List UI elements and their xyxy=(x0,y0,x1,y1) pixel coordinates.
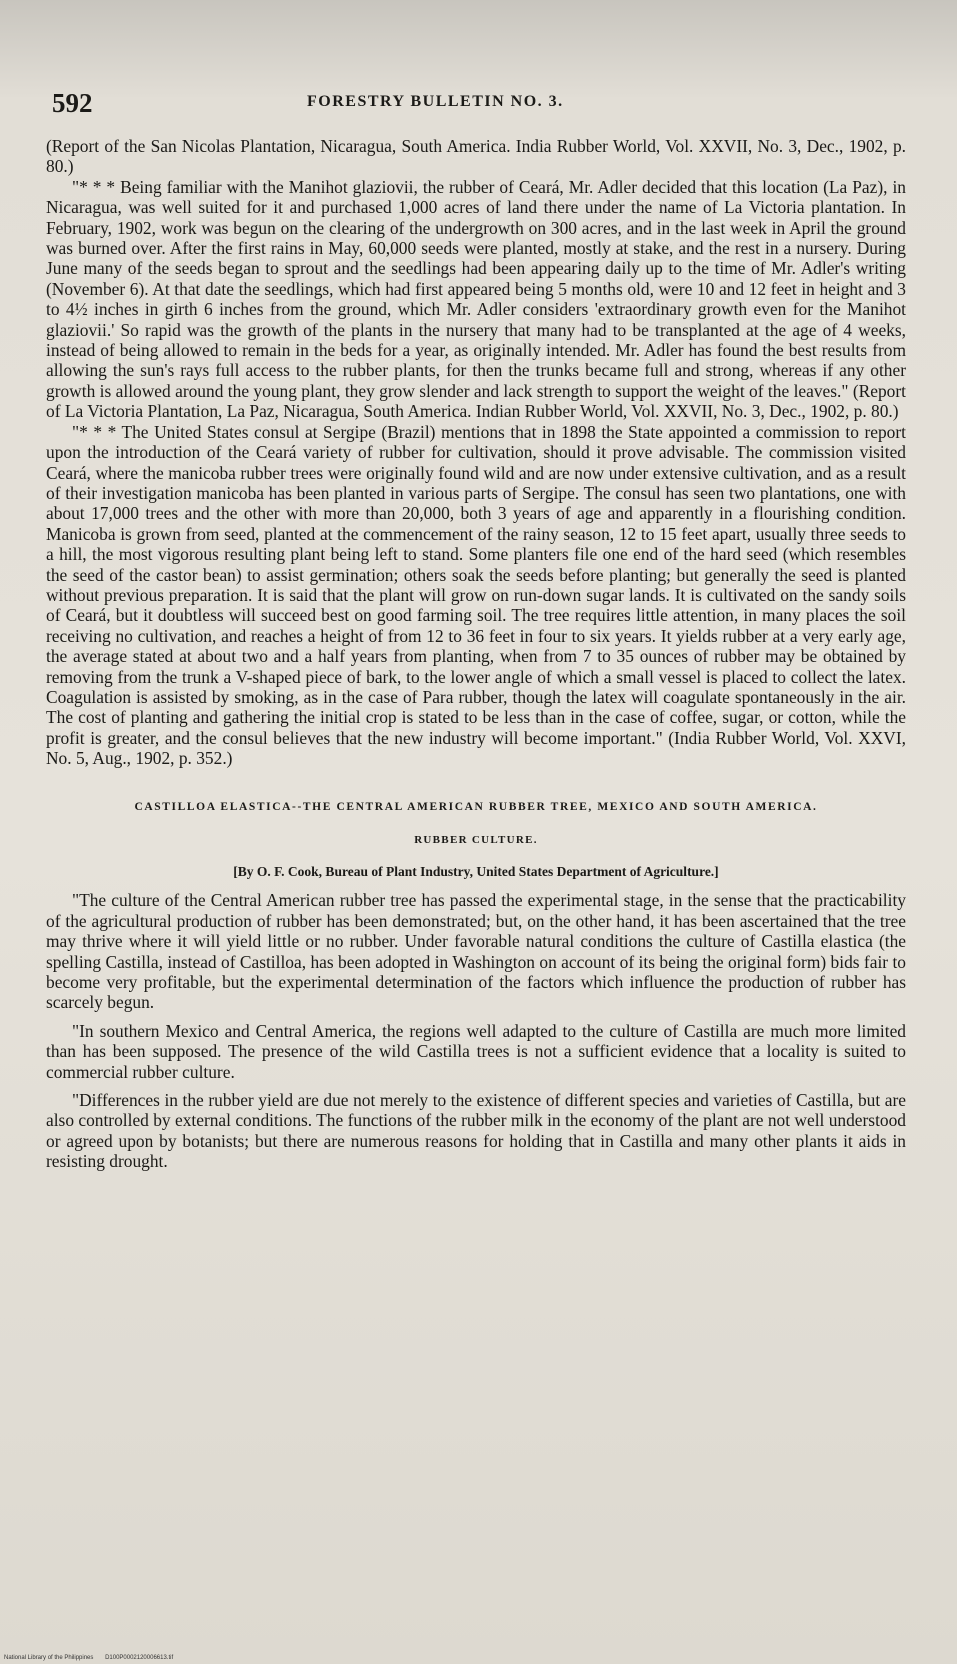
body-paragraph: "In southern Mexico and Central America, the regions well adapted to the culture of Castilla are much more limited than has been supposed. The presence of the wild Castilla trees is not a sufficient evidence that a locality is suited to commercial rubber culture. xyxy=(46,1020,906,1082)
body-paragraph: "Differences in the rubber yield are due not merely to the existence of different species and varieties of Castilla, but are also controlled by external conditions. The functions of the rubber milk in the economy of the plant are not well understood or agreed upon by botanists; but there are numerous reasons for holding that in Castilla and many other plants it aids in resisting drought. xyxy=(46,1090,906,1172)
body-paragraph: "The culture of the Central American rubber tree has passed the experimental stage, in the sense that the practicability of the agricultural production of rubber has been demonstrated; but, on the other hand, it has been ascertained that the tree may thrive where it will yield little or no rubber. Under favorable natural conditions the culture of Castilla elastica (the spelling Castilla, instead of Castilloa, has been adopted in Washington on account of its being the original form) bids fair to become very profitable, but the experimental determination of the factors which influence the production of rubber has scarcely begun. xyxy=(46,890,906,1013)
page-number: 592 xyxy=(52,88,93,118)
section-subheading: RUBBER CULTURE. xyxy=(414,833,538,846)
body-paragraph: "* * * The United States consul at Sergipe (Brazil) mentions that in 1898 the State appointed a commission to report upon the introduction of the Ceará variety of rubber for cultivation, should it prove advisable. The commission visited Ceará, where the manicoba rubber trees were originally found wild and are now under extensive cultivation, and as a result of their investigation manicoba has been planted in various parts of Sergipe. The consul has seen two plantations, one with about 17,000 trees and the other with more than 20,000, both 3 years of age and apparently in a flourishing condition. Manicoba is grown from seed, planted at the commencement of the rainy season, 12 to 15 feet apart, usually three seeds to a hill, the most vigorous resulting plant being left to stand. Some planters file one end of the hard seed (which resembles the seed of the castor bean) to assist germination; others soak the seeds before planting; but generally the seed is planted without previous preparation. It is said that the plant will grow on run-down sugar lands. It is cultivated on the sandy soils of Ceará, but it doubtless will succeed best on good farming soil. The tree requires little attention, in many places the soil receiving no cultivation, and reaches a height of from 12 to 36 feet in four to six years. It yields rubber at a very early age, the average stated at about two and a half years from planting, when from 7 to 35 ounces of rubber may be obtained by removing from the trunk a V-shaped piece of bark, to the lower angle of which a small vessel is placed to collect the latex. Coagulation is assisted by smoking, as in the case of Para rubber, though the latex will coagulate spontaneously in the air. The cost of planting and gathering the initial crop is stated to be less than in the case of coffee, sugar, or cotton, while the profit is greater, and the consul believes that the new industry will become important." (India Rubber World, Vol. XXVI, No. 5, Aug., 1902, p. 352.) xyxy=(46,421,906,769)
section-heading: CASTILLOA ELASTICA--THE CENTRAL AMERICAN RUBBER TREE, MEXICO AND SOUTH AMERICA. xyxy=(134,800,818,813)
body-paragraph: "* * * Being familiar with the Manihot glaziovii, the rubber of Ceará, Mr. Adler decided that this location (La Paz), in Nicaragua, was well suited for it and purchased 1,000 acres of land there under the name of La Victoria plantation. In February, 1902, work was begun on the clearing of the undergrowth on 300 acres, and in the last week in April the ground was burned over. After the first rains in May, 60,000 seeds were planted, mostly at stake, and the rest in a nursery. During June many of the seeds began to sprout and the seedlings had been appearing daily up to the time of Mr. Adler's writing (November 6). At that date the seedlings, which had first appeared being 5 months old, were 10 and 12 feet in height and 3 to 4½ inches in girth 6 inches from the ground, which Mr. Adler considers 'extraordinary growth even for the Manihot glaziovii.' So rapid was the growth of the plants in the nursery that many had to be transplanted at the age of 4 weeks, instead of being allowed to remain in the beds for a year, as originally intended. Mr. Adler has found the best results from allowing the sun's rays full access to the rubber plants, for then the trunks became full and strong, whereas if any other growth is allowed around the young plant, they grow slender and lack strength to support the weight of the leaves." (Report of La Victoria Plantation, La Paz, Nicaragua, South America. Indian Rubber World, Vol. XXVII, No. 3, Dec., 1902, p. 80.) xyxy=(46,176,906,422)
body-text xyxy=(46,136,906,1172)
running-title: FORESTRY BULLETIN NO. 3. xyxy=(307,93,564,110)
page-header xyxy=(52,88,912,128)
section-byline: [By O. F. Cook, Bureau of Plant Industry, United States Department of Agriculture.] xyxy=(233,864,719,879)
library-name: National Library of the Philippines xyxy=(4,1655,94,1661)
scan-code: D100P0002120006613.tif xyxy=(105,1655,174,1661)
scan-footer xyxy=(4,1655,183,1661)
citation-paragraph: (Report of the San Nicolas Plantation, Nicaragua, South America. India Rubber World, Vol. XXVII, No. 3, Dec., 1902, p. 80.) xyxy=(46,136,906,177)
section-body xyxy=(46,890,906,1171)
